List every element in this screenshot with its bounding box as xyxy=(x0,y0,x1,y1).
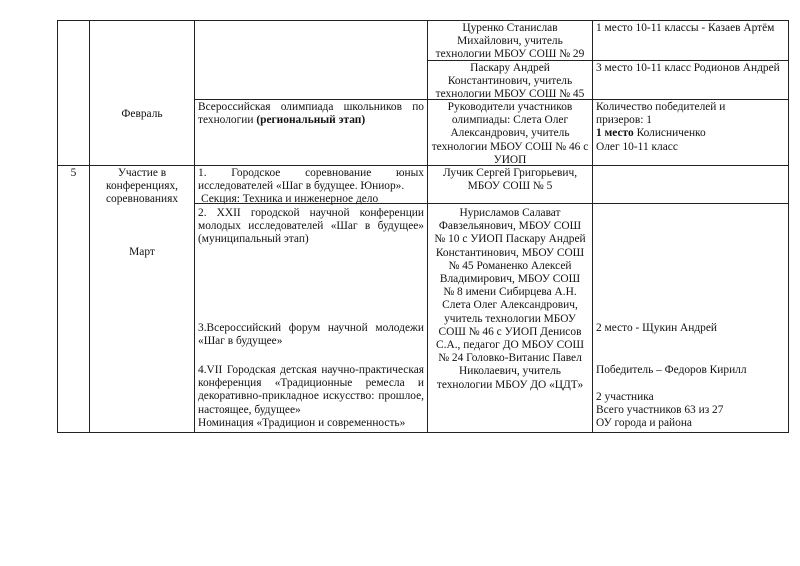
result-cell xyxy=(592,60,789,100)
leader-cell xyxy=(427,99,593,166)
event-item3: 3.Всероссийский форум научной молодежи «Шаг в будущее» xyxy=(198,322,424,348)
event-item4-text: 4.VII Городская детская научно-практическая конференция «Традиционные ремесла и декоративно-прикладное искусство: прошлое, настоящее, будущее» xyxy=(198,364,424,416)
event-item2: 2. XXII городской научной конференции молодых исследователей «Шаг в будущее» (муниципальный этап) xyxy=(198,207,424,246)
leader-text: Лучик Сергей Григорьевич, МБОУ СОШ № 5 xyxy=(442,167,578,193)
result-item3: 2 место - Щукин Андрей xyxy=(596,322,718,334)
result-text: 3 место 10-11 класс Родионов Андрей xyxy=(596,62,780,74)
result-winner: Колисниченко Олег 10-11 класс xyxy=(596,127,706,153)
number-cell-empty xyxy=(57,20,90,166)
result-cell xyxy=(592,203,789,433)
leader-cell xyxy=(427,165,593,204)
result-item4-total: Всего участников 63 из 27 ОУ города и района xyxy=(596,404,724,430)
event-stage: (региональный этап) xyxy=(256,114,366,127)
leader-cell xyxy=(427,20,593,61)
leader-cell xyxy=(427,60,593,100)
result-place: 1 место xyxy=(596,127,634,140)
result-cell xyxy=(592,20,789,61)
result-text: 1 место 10-11 классы - Казаев Артём xyxy=(596,22,775,34)
result-cell-empty xyxy=(592,165,789,204)
event-cell-olympiad xyxy=(194,99,428,166)
section-text: Секция: Техника и инженерное дело xyxy=(201,193,379,206)
leader-text: Цуренко Станислав Михайлович, учитель технологии МБОУ СОШ № 29 xyxy=(435,22,585,61)
leader-text: Руководители участников олимпиады: Слета Олег Александрович, учитель технологии МБОУ СОШ № 46 с УИОП xyxy=(431,101,589,166)
month-label: Март xyxy=(129,246,155,258)
result-cell xyxy=(592,99,789,166)
leader-text: Паскару Андрей Константинович, учитель технологии МБОУ СОШ № 45 xyxy=(435,62,585,101)
leader-cell xyxy=(427,203,593,433)
event-text: Всероссийская олимпиада школьников по технологии xyxy=(198,101,424,127)
number-cell xyxy=(57,165,90,433)
category-cell xyxy=(89,165,195,433)
result-item4-participants: 2 участника xyxy=(596,391,654,403)
leader-text: Нурисламов Салават Фавзельянович, МБОУ СОШ № 10 с УИОП Паскару Андрей Константинович, МБОУ СОШ № 45 Романенко Алексей Владимирович, МБОУ СОШ № 8 имени Сибирцева А.Н. Слета Олег Александрович, учитель технологии МБОУ СОШ № 46 с УИОП Денисов С.А., педагог ДО МБОУ СОШ № 24 Головко-Витанис Павел Николаевич, учитель технологии МБОУ ДО «ЦДТ» xyxy=(434,207,586,391)
result-text: Количество победителей и призеров: 1 xyxy=(596,101,726,127)
event-text: 1. Городское соревнование юных исследователей «Шаг в будущее. Юниор». xyxy=(198,167,424,193)
event-cell-item1 xyxy=(194,165,428,204)
event-cell-items xyxy=(194,203,428,433)
row-number: 5 xyxy=(70,167,77,179)
result-item4-winner: Победитель – Федоров Кирилл xyxy=(596,364,747,376)
category-label: Участие в конференциях, соревнованиях xyxy=(105,167,179,206)
event-cell-empty xyxy=(194,20,428,100)
month-cell-feb xyxy=(89,20,195,166)
nomination-text: Номинация «Традицион и современность» xyxy=(198,416,406,429)
event-item4 xyxy=(198,364,424,430)
month-label: Февраль xyxy=(121,108,163,120)
